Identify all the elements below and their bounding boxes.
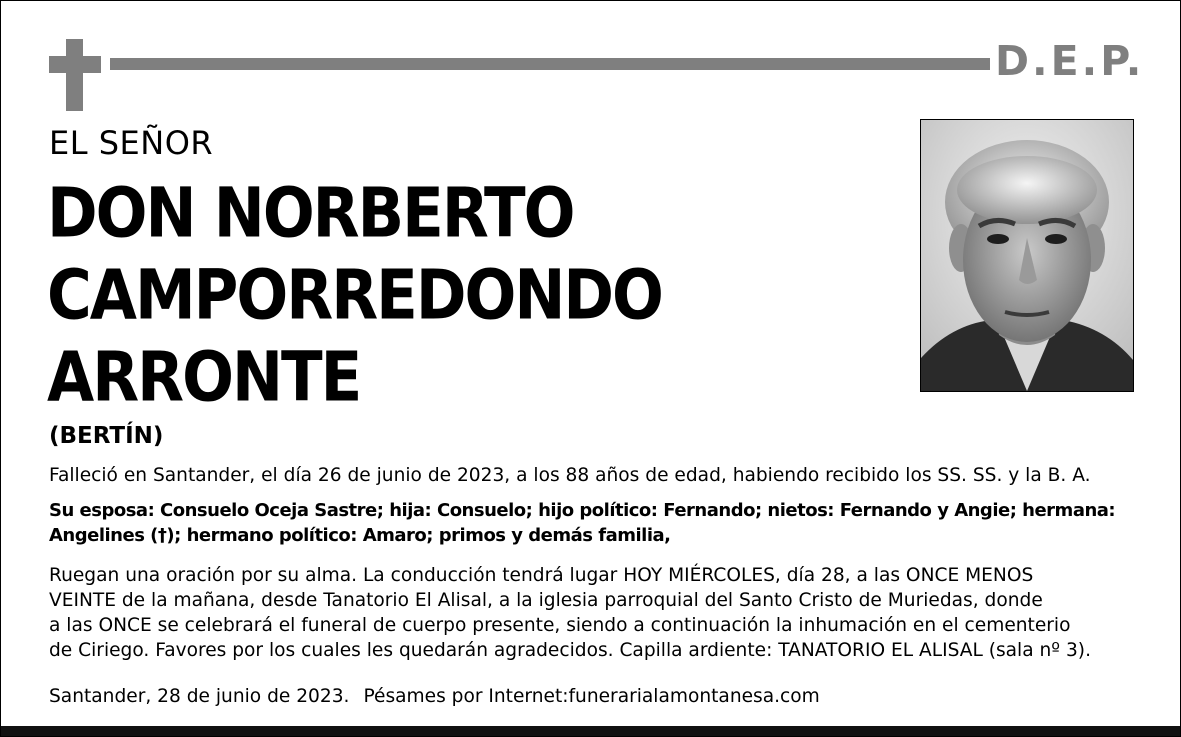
ceremony-line: VEINTE de la mañana, desde Tanatorio El Alisal, a la iglesia parroquial del Santo Cristo de Muriedas, donde: [49, 590, 1043, 611]
family-list: [49, 498, 1164, 548]
ceremony-details: [49, 563, 1164, 663]
deceased-name: [47, 173, 887, 419]
portrait-photo: [920, 119, 1134, 392]
death-announcement: Falleció en Santander, el día 26 de junio de 2023, a los 88 años de edad, habiendo recibido los SS. SS. y la B. A.: [49, 465, 1091, 486]
family-line: Su esposa: Consuelo Oceja Sastre; hija: Consuelo; hijo político: Fernando; nietos: Fernando y Angie; hermana:: [49, 500, 1116, 521]
name-line: DON NORBERTO: [47, 173, 574, 254]
name-line: ARRONTE: [47, 337, 361, 418]
ceremony-line: de Ciriego. Favores por los cuales les quedarán agradecidos. Capilla ardiente: TANATORIO EL ALISAL (sala nº 3).: [49, 640, 1091, 661]
ceremony-line: a las ONCE se celebrará el funeral de cuerpo presente, siendo a continuación la inhumación en el cementerio: [49, 615, 1071, 636]
condolences-link[interactable]: Pésames por Internet:funerarialamontanesa.com: [363, 686, 820, 707]
family-line: Angelines (†); hermano político: Amaro; primos y demás familia,: [49, 525, 671, 546]
bottom-border: [1, 726, 1181, 736]
title-prefix: EL SEÑOR: [49, 124, 214, 162]
dep-label: D.E.P.: [995, 37, 1145, 85]
nickname: (BERTÍN): [49, 423, 164, 449]
cross-icon: [49, 39, 101, 111]
footer: [49, 684, 1164, 709]
name-line: CAMPORREDONDO: [47, 255, 662, 336]
header-rule: [110, 58, 990, 70]
place-date: Santander, 28 de junio de 2023.: [49, 686, 350, 707]
ceremony-line: Ruegan una oración por su alma. La conducción tendrá lugar HOY MIÉRCOLES, día 28, a las ONCE MENOS: [49, 565, 1034, 586]
